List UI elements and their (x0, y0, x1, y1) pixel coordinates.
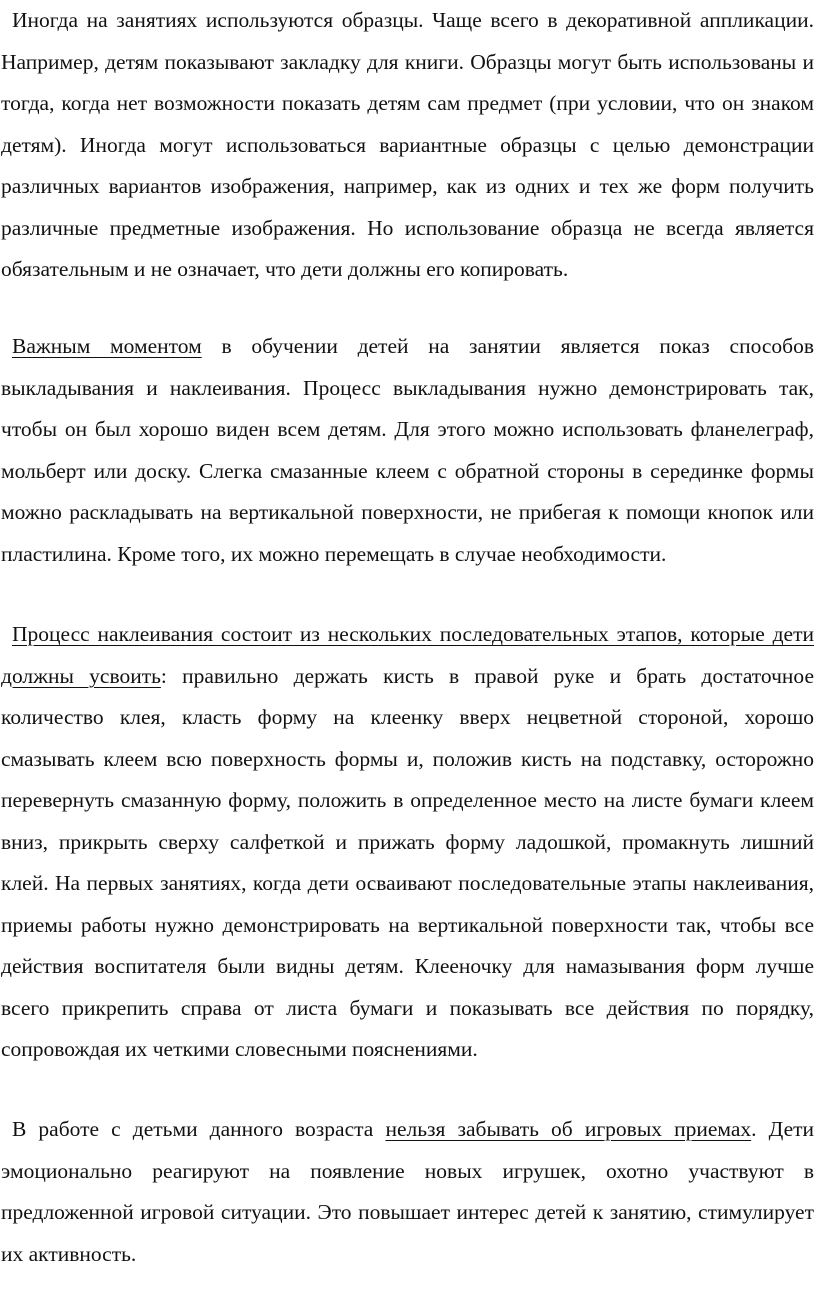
paragraph-game-techniques (1, 1109, 814, 1275)
underlined-phrase: Процесс наклеивания состоит из нескольких последовательных этапов, которые дети должны усвоить (1, 622, 814, 688)
paragraph-text-start: В работе с детьми данного возраста (12, 1117, 386, 1141)
paragraph-text: в обучении детей на занятии является показ способов выкладывания и наклеивания. Процесс выкладывания нужно демонстрировать так, чтобы он был хорошо виден всем детям. Для этого можно использовать фланелеграф, мольберт или доску. Слегка смазанные клеем с обратной стороны в серединке формы можно раскладывать на вертикальной поверхности, не прибегая к помощи кнопок или пластилина. Кроме того, их можно перемещать в случае необходимости. (1, 334, 814, 566)
paragraph-text: Иногда на занятиях используются образцы. Чаще всего в декоративной аппликации. Например, детям показывают закладку для книги. Образцы могут быть использованы и тогда, когда нет возможности показать детям сам предмет (при условии, что он знаком детям). Иногда могут использоваться вариантные образцы с целью демонстрации различных вариантов изображения, например, как из одних и тех же форм получить различные предметные изображения. Но использование образца не всегда является обязательным и не означает, что дети должны его копировать. (1, 8, 814, 281)
paragraph-gluing-process (1, 614, 814, 1071)
underlined-phrase: нельзя забывать об игровых приемах (385, 1117, 752, 1141)
underlined-phrase: Важным моментом (12, 334, 202, 358)
paragraph-samples (1, 0, 814, 291)
paragraph-text: : правильно держать кисть в правой руке и брать достаточное количество клея, класть форму на клеенку вверх нецветной стороной, хорошо смазывать клеем всю поверхность формы и, положив кисть на подставку, осторожно перевернуть смазанную форму, положить в определенное место на листе бумаги клеем вниз, прикрыть сверху салфеткой и прижать форму ладошкой, промакнуть лишний клей. На первых занятиях, когда дети осваивают последовательные этапы наклеивания, приемы работы нужно демонстрировать на вертикальной поверхности так, чтобы все действия воспитателя были видны детям. Клееночку для намазывания форм лучше всего прикрепить справа от листа бумаги и показывать все действия по порядку, сопровождая их четкими словесными пояснениями. (1, 663, 814, 1061)
paragraph-demonstration (1, 326, 814, 575)
paragraph-text: . Дети эмоционально реагируют на появление новых игрушек, охотно участвуют в предложенной игровой ситуации. Это повышает интерес детей к занятию, стимулирует их активность. (1, 1117, 815, 1266)
